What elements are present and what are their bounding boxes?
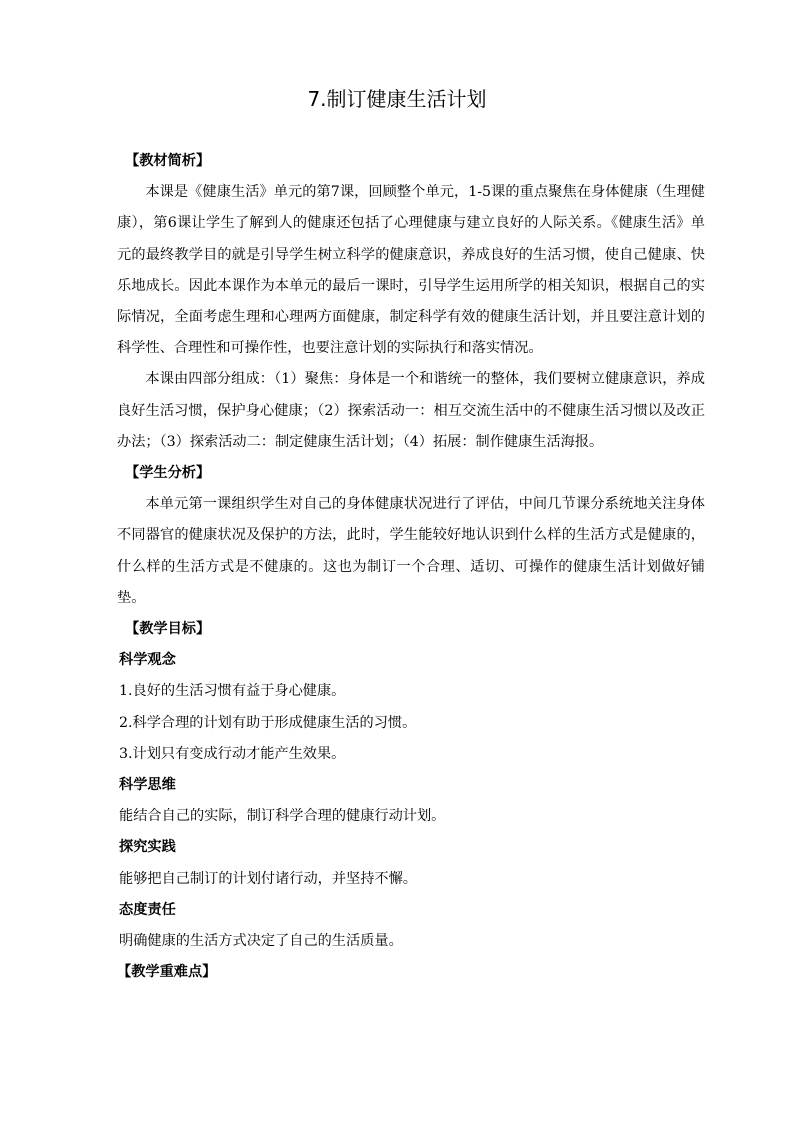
subheading-attitude: 态度责任 bbox=[119, 901, 176, 918]
paragraph-students-1: 本单元第一课组织学生对自己的身体健康状况进行了评估，中间几节课分系统地关注身体不同器官的健康状况及保护的方法，此时，学生能较好地认识到什么样的生活方式是健康的，什么样的生活方式是不健康的。这也为制订一个合理、适切、可操作的健康生活计划做好铺垫。 bbox=[117, 496, 705, 606]
subheading-practice: 探究实践 bbox=[119, 839, 176, 856]
thinking-text: 能结合自己的实际，制订科学合理的健康行动计划。 bbox=[119, 808, 446, 825]
subheading-thinking: 科学思维 bbox=[119, 777, 176, 794]
section-heading-goals: 【教学目标】 bbox=[125, 621, 211, 638]
paragraph-materials-1: 本课是《健康生活》单元的第7课，回顾整个单元，1-5课的重点聚焦在身体健康（生理健康），第6课让学生了解到人的健康还包括了心理健康与建立良好的人际关系。《健康生活》单元的最终教学目的就是引导学生树立科学的健康意识，养成良好的生活习惯，使自己健康、快乐地成长。因此本课作为本单元的最后一课时，引导学生运用所学的相关知识，根据自己的实际情况，全面考虑生理和心理两方面健康，制定科学有效的健康生活计划，并且要注意计划的科学性、合理性和可操作性，也要注意计划的实际执行和落实情况。 bbox=[117, 184, 705, 357]
subheading-concept: 科学观念 bbox=[119, 652, 176, 669]
practice-text: 能够把自己制订的计划付诸行动，并坚持不懈。 bbox=[119, 870, 417, 887]
concept-item-1: 1.良好的生活习惯有益于身心健康。 bbox=[119, 683, 346, 700]
section-heading-materials: 【教材简析】 bbox=[125, 153, 211, 169]
document-body bbox=[117, 146, 705, 988]
attitude-text: 明确健康的生活方式决定了自己的生活质量。 bbox=[119, 933, 403, 950]
concept-item-2: 2.科学合理的计划有助于形成健康生活的习惯。 bbox=[119, 714, 417, 731]
section-heading-students: 【学生分析】 bbox=[125, 465, 211, 482]
section-heading-keypoints: 【教学重难点】 bbox=[117, 964, 217, 981]
document-title: 7.制订健康生活计划 bbox=[307, 87, 487, 111]
paragraph-materials-2: 本课由四部分组成：（1）聚焦：身体是一个和谐统一的整体，我们要树立健康意识，养成良好生活习惯，保护身心健康；（2）探索活动一：相互交流生活中的不健康生活习惯以及改正办法；（3）探索活动二：制定健康生活计划；（4）拓展：制作健康生活海报。 bbox=[117, 371, 705, 450]
concept-item-3: 3.计划只有变成行动才能产生效果。 bbox=[119, 745, 346, 762]
